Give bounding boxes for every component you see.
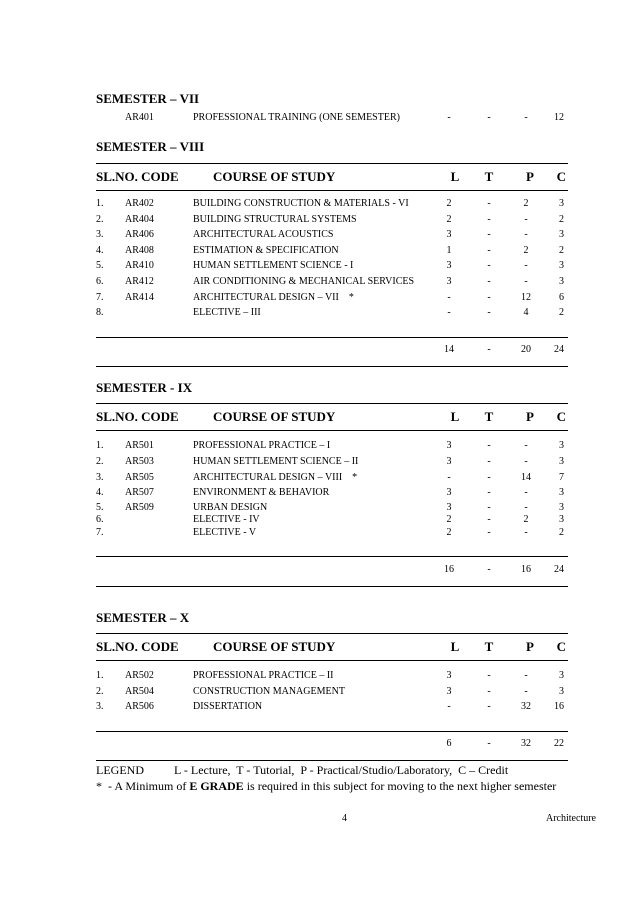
legend-text: L - Lecture, T - Tutorial, P - Practical/Studio/Laboratory, C – Credit <box>174 763 509 777</box>
table-header <box>96 639 568 657</box>
lecture-hours: 3 <box>446 686 452 697</box>
tutorial-hours: - <box>487 502 491 513</box>
credits: 2 <box>559 527 564 538</box>
serial-number: 8. <box>96 307 104 318</box>
header-p: P <box>526 169 534 184</box>
practical-hours: - <box>524 229 528 240</box>
serial-number: 4. <box>96 245 104 256</box>
legend-line <box>96 763 508 778</box>
lecture-hours: - <box>447 472 451 483</box>
lecture-hours: - <box>447 701 451 712</box>
table-rule <box>96 366 568 367</box>
credits: 3 <box>559 502 564 513</box>
course-name: BUILDING STRUCTURAL SYSTEMS <box>193 214 357 225</box>
practical-hours: - <box>524 686 528 697</box>
practical-hours: - <box>524 260 528 271</box>
serial-number: 2. <box>96 686 104 697</box>
tutorial-hours: - <box>487 701 491 712</box>
credits: 3 <box>559 229 564 240</box>
practical-hours: - <box>524 487 528 498</box>
total-practical: 20 <box>521 344 531 355</box>
table-row <box>96 198 568 212</box>
table-rule <box>96 403 568 404</box>
table-row <box>96 527 568 541</box>
course-code: AR404 <box>125 214 154 225</box>
practical-hours: - <box>524 276 528 287</box>
credits: 3 <box>559 276 564 287</box>
lecture-hours: 3 <box>446 487 452 498</box>
lecture-hours: 2 <box>446 527 452 538</box>
course-code: AR502 <box>125 670 154 681</box>
total-credits: 24 <box>554 564 564 575</box>
tutorial-hours: - <box>487 307 491 318</box>
lecture-hours: 3 <box>446 440 452 451</box>
total-row <box>96 738 568 752</box>
table-row <box>96 214 568 228</box>
table-row <box>96 487 568 501</box>
practical-hours: - <box>524 214 528 225</box>
lecture-hours: 3 <box>446 229 452 240</box>
course-name: PROFESSIONAL PRACTICE – I <box>193 440 331 451</box>
practical-hours: 2 <box>523 198 529 209</box>
table-row <box>96 292 568 306</box>
serial-number: 2. <box>96 456 104 467</box>
lecture-hours: 3 <box>446 502 452 513</box>
course-code: AR503 <box>125 456 154 467</box>
table-row <box>96 701 568 715</box>
course-name: HUMAN SETTLEMENT SCIENCE - I <box>193 260 354 271</box>
serial-number: 3. <box>96 701 104 712</box>
total-tutorial: - <box>487 564 491 575</box>
serial-number: 6. <box>96 514 104 525</box>
practical-hours: 4 <box>523 307 529 318</box>
serial-number: 2. <box>96 214 104 225</box>
table-row <box>96 472 568 486</box>
tutorial-hours: - <box>487 276 491 287</box>
course-name: AIR CONDITIONING & MECHANICAL SERVICES <box>193 276 415 287</box>
semester-9-title: SEMESTER - IX <box>96 380 193 395</box>
header-t: T <box>484 169 494 184</box>
credits: 3 <box>559 487 564 498</box>
credits: 3 <box>559 198 564 209</box>
header-l: L <box>450 169 460 184</box>
course-name: DISSERTATION <box>193 701 263 712</box>
total-lecture: 6 <box>446 738 452 749</box>
header-c: C <box>556 169 566 184</box>
table-row <box>96 307 568 321</box>
legend-label: LEGEND <box>96 763 144 777</box>
table-rule <box>96 731 568 732</box>
course-name: ELECTIVE – III <box>193 307 261 318</box>
credits: 7 <box>559 472 564 483</box>
tutorial-hours: - <box>487 292 491 303</box>
course-code: AR402 <box>125 198 154 209</box>
serial-number: 4. <box>96 487 104 498</box>
header-c: C <box>556 409 566 424</box>
course-code: AR401 <box>125 112 154 123</box>
lecture-hours: 3 <box>446 260 452 271</box>
semester-7-title: SEMESTER – VII <box>96 91 200 106</box>
table-rule <box>96 556 568 557</box>
serial-number: 5. <box>96 260 104 271</box>
practical-hours: - <box>524 502 528 513</box>
credits: 3 <box>559 456 564 467</box>
lecture-hours: 2 <box>446 214 452 225</box>
header-slno-code: SL.NO. CODE <box>96 169 179 184</box>
table-row <box>96 514 568 528</box>
legend-note-prefix: * - A Minimum of <box>96 779 190 793</box>
course-name: HUMAN SETTLEMENT SCIENCE – II <box>193 456 359 467</box>
table-rule <box>96 190 568 191</box>
total-lecture: 14 <box>444 344 454 355</box>
tutorial-hours: - <box>487 527 491 538</box>
course-code: AR504 <box>125 686 154 697</box>
table-row <box>96 245 568 259</box>
total-row <box>96 344 568 358</box>
total-credits: 22 <box>554 738 564 749</box>
practical-hours: - <box>524 112 528 123</box>
course-code: AR408 <box>125 245 154 256</box>
tutorial-hours: - <box>487 686 491 697</box>
lecture-hours: 3 <box>446 670 452 681</box>
practical-hours: 14 <box>521 472 531 483</box>
course-name: URBAN DESIGN <box>193 502 268 513</box>
course-code: AR412 <box>125 276 154 287</box>
header-l: L <box>450 409 460 424</box>
practical-hours: - <box>524 527 528 538</box>
credits: 16 <box>554 701 564 712</box>
lecture-hours: 1 <box>446 245 452 256</box>
tutorial-hours: - <box>487 112 491 123</box>
header-slno-code: SL.NO. CODE <box>96 409 179 424</box>
table-rule <box>96 760 568 761</box>
course-code: AR414 <box>125 292 154 303</box>
total-row <box>96 564 568 578</box>
header-course: COURSE OF STUDY <box>213 169 336 184</box>
table-header <box>96 409 568 427</box>
header-course: COURSE OF STUDY <box>213 409 336 424</box>
header-p: P <box>526 639 534 654</box>
serial-number: 1. <box>96 670 104 681</box>
lecture-hours: 2 <box>446 514 452 525</box>
serial-number: 5. <box>96 502 104 513</box>
tutorial-hours: - <box>487 214 491 225</box>
course-name: ELECTIVE - V <box>193 527 257 538</box>
course-code: AR507 <box>125 487 154 498</box>
lecture-hours: 2 <box>446 198 452 209</box>
tutorial-hours: - <box>487 245 491 256</box>
tutorial-hours: - <box>487 472 491 483</box>
practical-hours: 32 <box>521 701 531 712</box>
credits: 3 <box>559 670 564 681</box>
course-code: AR406 <box>125 229 154 240</box>
legend-note-bold: E GRADE <box>189 779 244 793</box>
credits: 3 <box>559 514 564 525</box>
tutorial-hours: - <box>487 440 491 451</box>
practical-hours: - <box>524 670 528 681</box>
table-rule <box>96 337 568 338</box>
header-p: P <box>526 409 534 424</box>
tutorial-hours: - <box>487 229 491 240</box>
credits: 6 <box>559 292 564 303</box>
table-rule <box>96 430 568 431</box>
table-row <box>96 260 568 274</box>
credits: 2 <box>559 307 564 318</box>
credits: 12 <box>554 112 564 123</box>
tutorial-hours: - <box>487 198 491 209</box>
course-name: ARCHITECTURAL DESIGN – VIII * <box>193 472 358 483</box>
table-row <box>96 686 568 700</box>
tutorial-hours: - <box>487 260 491 271</box>
credits: 2 <box>559 214 564 225</box>
serial-number: 3. <box>96 472 104 483</box>
course-code: AR509 <box>125 502 154 513</box>
total-tutorial: - <box>487 738 491 749</box>
table-rule <box>96 586 568 587</box>
credits: 3 <box>559 686 564 697</box>
total-practical: 16 <box>521 564 531 575</box>
total-credits: 24 <box>554 344 564 355</box>
course-name: ENVIRONMENT & BEHAVIOR <box>193 487 330 498</box>
course-name: BUILDING CONSTRUCTION & MATERIALS - VI <box>193 198 409 209</box>
table-rule <box>96 633 568 634</box>
serial-number: 6. <box>96 276 104 287</box>
course-code: AR410 <box>125 260 154 271</box>
header-slno-code: SL.NO. CODE <box>96 639 179 654</box>
table-rule <box>96 163 568 164</box>
course-name: ARCHITECTURAL DESIGN – VII * <box>193 292 354 303</box>
serial-number: 7. <box>96 527 104 538</box>
legend-note <box>96 779 556 794</box>
practical-hours: 2 <box>523 245 529 256</box>
credits: 3 <box>559 260 564 271</box>
course-name: CONSTRUCTION MANAGEMENT <box>193 686 345 697</box>
header-c: C <box>556 639 566 654</box>
practical-hours: 12 <box>521 292 531 303</box>
course-code: AR505 <box>125 472 154 483</box>
tutorial-hours: - <box>487 456 491 467</box>
table-row <box>96 276 568 290</box>
semester-10-title: SEMESTER – X <box>96 610 190 625</box>
table-row <box>96 456 568 470</box>
lecture-hours: - <box>447 292 451 303</box>
course-code: AR506 <box>125 701 154 712</box>
credits: 2 <box>559 245 564 256</box>
total-lecture: 16 <box>444 564 454 575</box>
tutorial-hours: - <box>487 514 491 525</box>
table-header <box>96 169 568 187</box>
practical-hours: - <box>524 456 528 467</box>
table-row <box>96 229 568 243</box>
header-l: L <box>450 639 460 654</box>
table-row <box>96 440 568 454</box>
practical-hours: 2 <box>523 514 529 525</box>
tutorial-hours: - <box>487 670 491 681</box>
serial-number: 1. <box>96 440 104 451</box>
table-row <box>96 670 568 684</box>
course-name: ESTIMATION & SPECIFICATION <box>193 245 339 256</box>
total-tutorial: - <box>487 344 491 355</box>
serial-number: 3. <box>96 229 104 240</box>
course-name: PROFESSIONAL TRAINING (ONE SEMESTER) <box>193 112 400 123</box>
table-rule <box>96 660 568 661</box>
tutorial-hours: - <box>487 487 491 498</box>
lecture-hours: 3 <box>446 276 452 287</box>
legend-note-suffix: is required in this subject for moving to the next higher semester <box>243 779 557 793</box>
course-name: ELECTIVE - IV <box>193 514 260 525</box>
page-number: 4 <box>342 813 347 824</box>
course-name: PROFESSIONAL PRACTICE – II <box>193 670 334 681</box>
header-t: T <box>484 409 494 424</box>
serial-number: 7. <box>96 292 104 303</box>
lecture-hours: - <box>447 112 451 123</box>
header-course: COURSE OF STUDY <box>213 639 336 654</box>
credits: 3 <box>559 440 564 451</box>
table-row <box>96 112 568 126</box>
lecture-hours: 3 <box>446 456 452 467</box>
total-practical: 32 <box>521 738 531 749</box>
footer-department: Architecture <box>546 813 596 824</box>
serial-number: 1. <box>96 198 104 209</box>
header-t: T <box>484 639 494 654</box>
lecture-hours: - <box>447 307 451 318</box>
course-code: AR501 <box>125 440 154 451</box>
semester-8-title: SEMESTER – VIII <box>96 139 205 154</box>
practical-hours: - <box>524 440 528 451</box>
course-name: ARCHITECTURAL ACOUSTICS <box>193 229 334 240</box>
